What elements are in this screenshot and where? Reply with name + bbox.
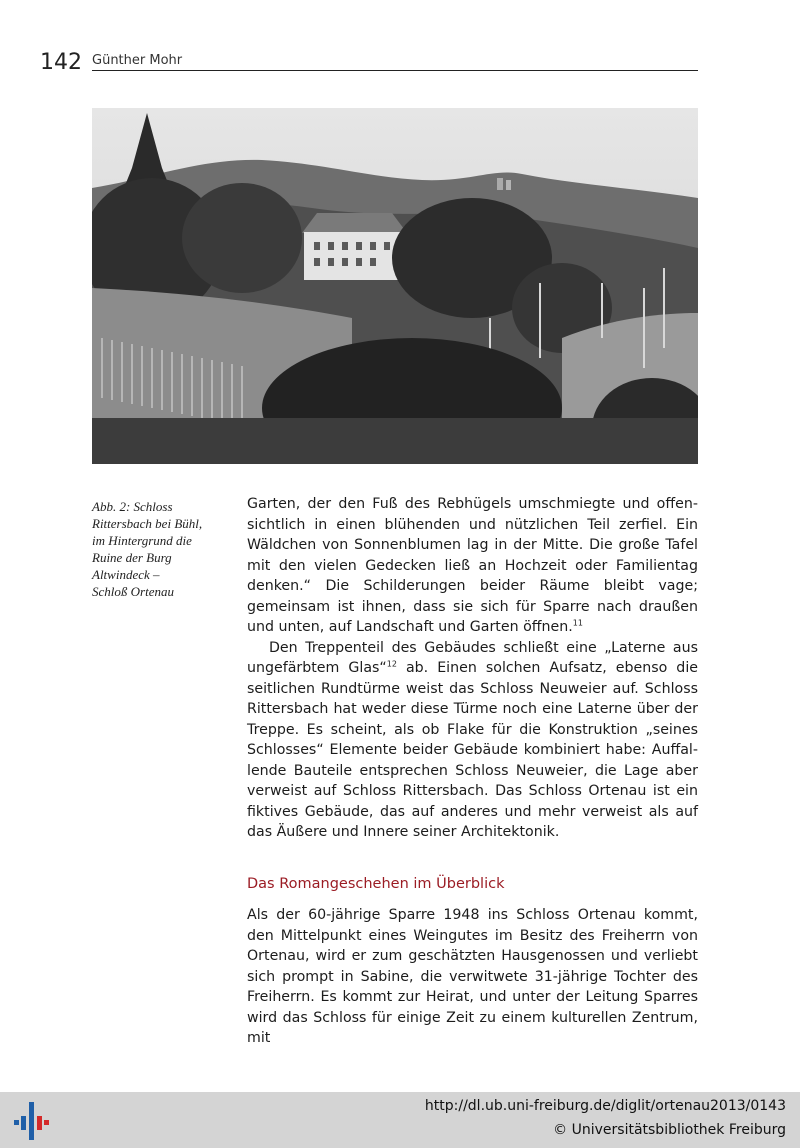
body-text-upper [247, 494, 698, 843]
footnote-marker: 11 [572, 618, 583, 628]
paragraph [247, 494, 698, 638]
footer-url-link[interactable]: http://dl.ub.uni-freiburg.de/diglit/ortenau2013/0143 [424, 1098, 786, 1114]
footnote-marker: 12 [386, 659, 397, 669]
paragraph-text: ab. Einen solchen Aufsatz, ebenso die seitlichen Rundtürme weist das Schloss Neuweier auf. Schloss Rittersbach hat weder diese Türme noch eine Laterne über der Treppe. Es scheint, als ob Flake für die Konstruktion „seines Schlosses“ Elemente beider Gebäude kombiniert habe: Auffallende Bauteile entsprechen Schloss Neuweier, die Lage aber verweist auf Schloss Rittersbach. Das Schloss Ortenau ist ein fiktives Gebäude, das auf anderes und mehr verweist als auf das Äußere und Innere seiner Architektonik. [247, 660, 698, 840]
caption-line: Rittersbach bei Bühl, [92, 516, 203, 531]
caption-line: Schloß Ortenau [92, 584, 174, 599]
body-text-lower [247, 905, 698, 1049]
paragraph: Als der 60-jährige Sparre 1948 ins Schloss Ortenau kommt, den Mittelpunkt eines Weingutes im Besitz des Freiherrn von Ortenau, wird er zum geschätzten Hausgenossen und verliebt sich prompt in Sabine, die verwitwete 31-jährige Tochter des Freiherrn. Es kommt zur Heirat, und unter der Leitung Sparres wird das Schloss für einige Zeit zu einem kulturellen Zentrum, mit [247, 907, 698, 1046]
page-number: 142 [40, 50, 82, 75]
landscape-photo [92, 108, 698, 464]
section-heading: Das Romangeschehen im Überblick [247, 876, 505, 892]
caption-line: Altwindeck – [92, 567, 160, 582]
footer-bar [0, 1092, 800, 1148]
paragraph-text: Garten, der den Fuß des Rebhügels umschmiegte und offensichtlich in einen blühenden und nützlichen Teil zerfiel. Ein Wäldchen von Sonnenblumen lag in der Mitte. Die große Tafel mit den vielen Gedecken ließ an Hochzeit oder Familientag denken.“ Die Schilderungen beider Räume bleibt vage; gemeinsam ist ihnen, dass sie sich für Sparre nach draußen und unten, auf Landschaft und Garten öffnen. [247, 496, 698, 635]
paragraph [247, 638, 698, 843]
paragraph-text: Den Treppenteil des Gebäudes schließt eine „Laterne aus ungefärbtem Glas“ [247, 639, 698, 676]
header-rule [92, 70, 698, 71]
caption-line: im Hintergrund die [92, 533, 192, 548]
library-logo-icon [10, 1100, 52, 1142]
figure-photo [92, 108, 698, 464]
caption-line: Abb. 2: Schloss [92, 499, 173, 514]
footer-copyright: © Universitätsbibliothek Freiburg [553, 1122, 786, 1138]
caption-line: Ruine der Burg [92, 550, 172, 565]
figure-caption [92, 498, 222, 600]
running-header-author: Günther Mohr [92, 53, 183, 68]
